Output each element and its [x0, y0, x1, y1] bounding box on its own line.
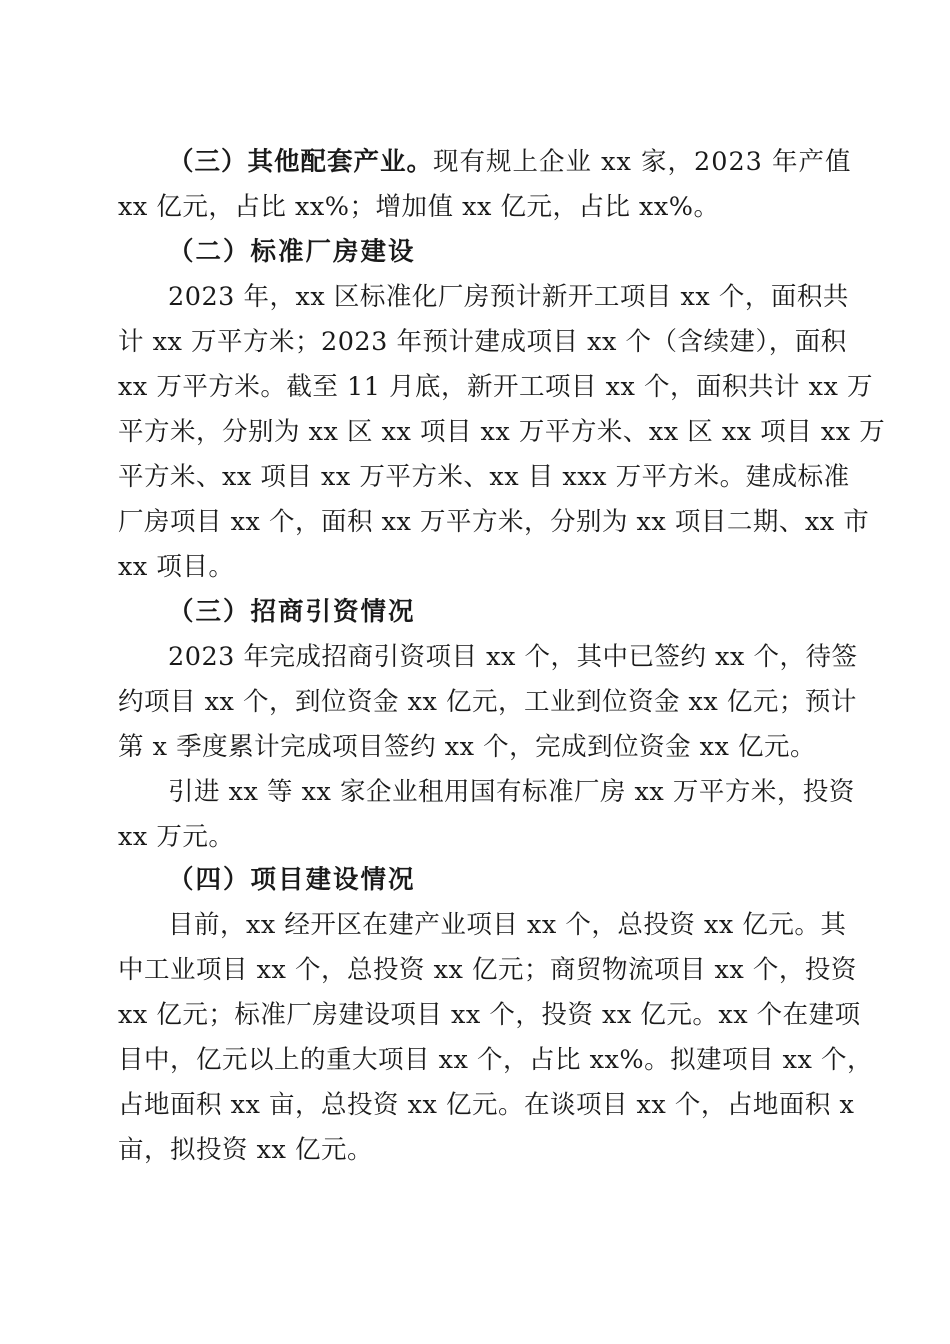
- paragraph-text: 现有规上企业 xx 家，2023 年产值: [433, 147, 852, 177]
- paragraph-line: xx 万平方米。截至 11 月底，新开工项目 xx 个，面积共计 xx 万: [118, 372, 873, 402]
- paragraph-line: 亩，拟投资 xx 亿元。: [118, 1135, 373, 1165]
- paragraph-line: xx 亿元；标准厂房建设项目 xx 个，投资 xx 亿元。xx 个在建项: [118, 1000, 861, 1030]
- paragraph-line: 平方米，分别为 xx 区 xx 项目 xx 万平方米、xx 区 xx 项目 xx 万: [118, 417, 886, 447]
- paragraph-line: 平方米、xx 项目 xx 万平方米、xx 目 xxx 万平方米。建成标准: [118, 462, 850, 492]
- paragraph-line: xx 项目。: [118, 552, 235, 582]
- paragraph-line: 引进 xx 等 xx 家企业租用国有标准厂房 xx 万平方米，投资: [168, 777, 855, 807]
- paragraph-line: xx 万元。: [118, 822, 235, 852]
- paragraph-line: 计 xx 万平方米；2023 年预计建成项目 xx 个（含续建），面积: [118, 327, 847, 357]
- section-heading: （二）标准厂房建设: [168, 237, 416, 267]
- paragraph-line: 第 x 季度累计完成项目签约 xx 个，完成到位资金 xx 亿元。: [118, 732, 817, 762]
- section-heading: （四）项目建设情况: [168, 865, 416, 895]
- paragraph-line: 2023 年完成招商引资项目 xx 个，其中已签约 xx 个，待签: [168, 642, 858, 672]
- paragraph-line: 约项目 xx 个，到位资金 xx 亿元，工业到位资金 xx 亿元；预计: [118, 687, 857, 717]
- section-heading: （三）其他配套产业。: [168, 147, 434, 177]
- paragraph-line: 2023 年，xx 区标准化厂房预计新开工项目 xx 个，面积共: [168, 282, 849, 312]
- paragraph-line: 厂房项目 xx 个，面积 xx 万平方米，分别为 xx 项目二期、xx 市: [118, 507, 870, 537]
- section-heading: （三）招商引资情况: [168, 597, 416, 627]
- paragraph-line: 中工业项目 xx 个，总投资 xx 亿元；商贸物流项目 xx 个，投资: [118, 955, 857, 985]
- paragraph-line: xx 亿元，占比 xx%；增加值 xx 亿元，占比 xx%。: [118, 192, 720, 222]
- paragraph-line: 占地面积 xx 亩，总投资 xx 亿元。在谈项目 xx 个，占地面积 x: [118, 1090, 855, 1120]
- paragraph-line: [168, 140, 852, 184]
- paragraph-line: 目中，亿元以上的重大项目 xx 个，占比 xx%。拟建项目 xx 个，: [118, 1045, 874, 1075]
- paragraph-line: 目前，xx 经开区在建产业项目 xx 个，总投资 xx 亿元。其: [168, 910, 847, 940]
